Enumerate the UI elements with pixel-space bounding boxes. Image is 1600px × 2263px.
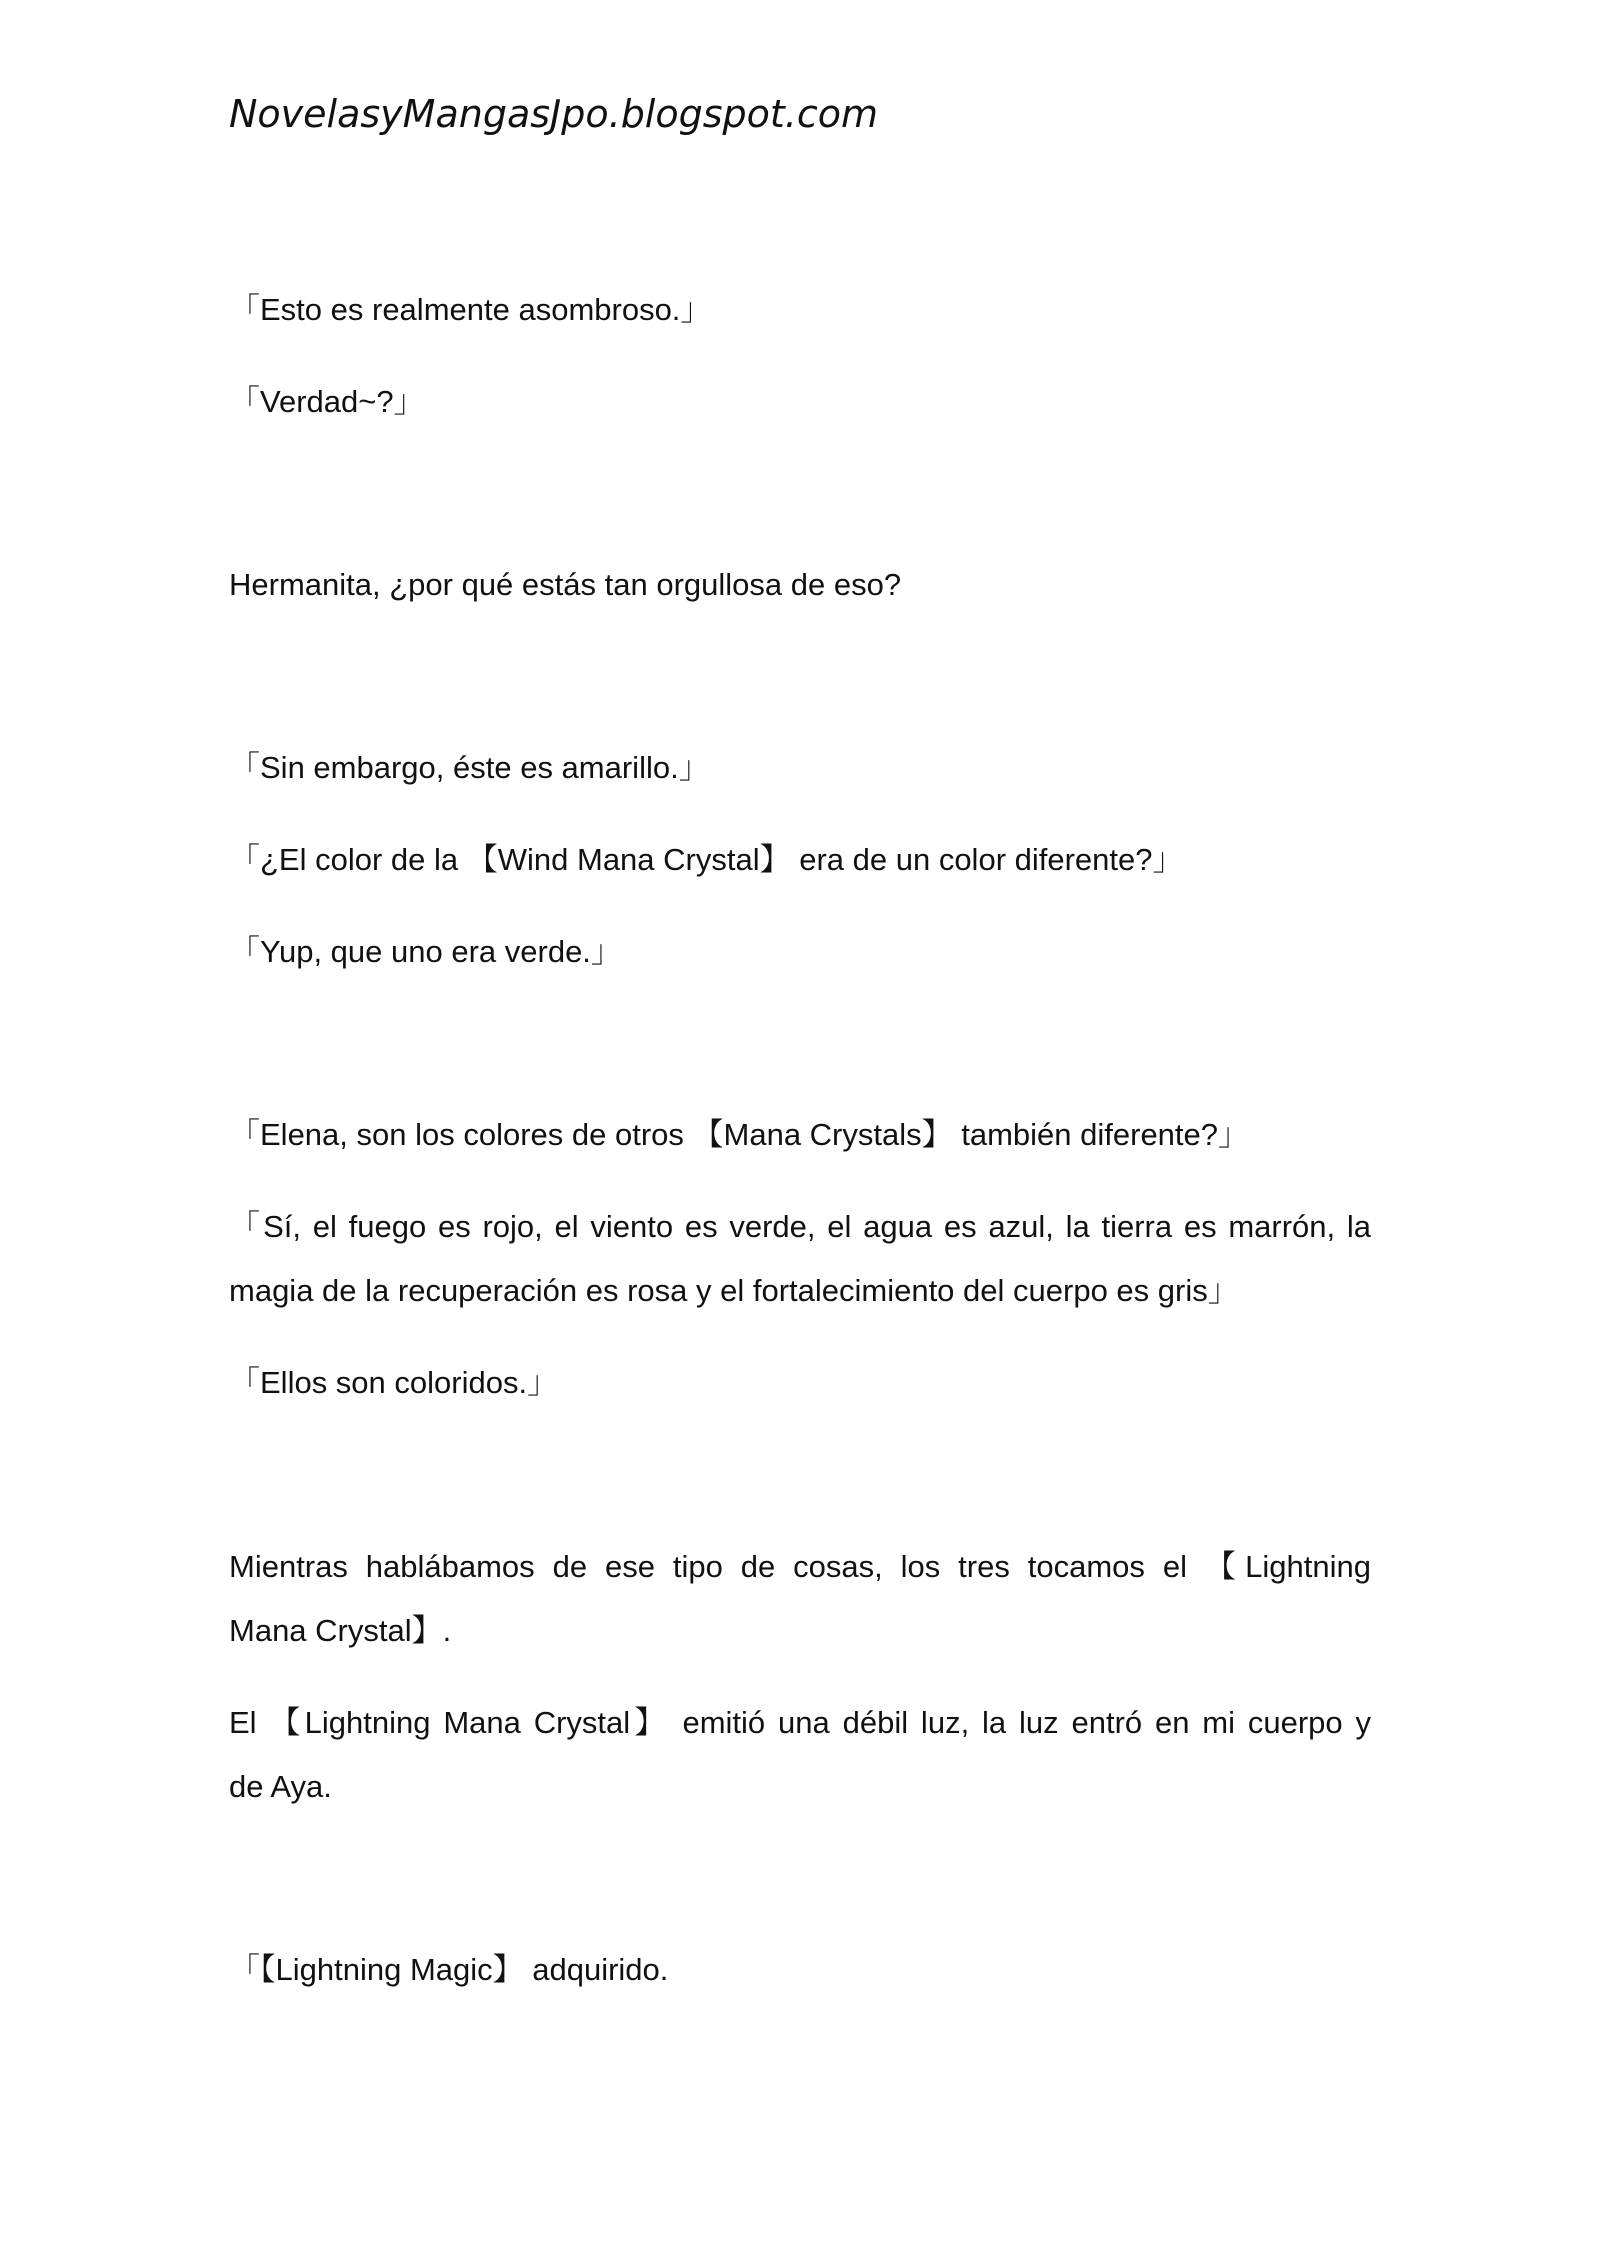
narration-line-continued: Mana Crystal】.: [229, 1613, 452, 1648]
dialogue-line-continued: magia de la recuperación es rosa y el fortalecimiento del cuerpo es gris」: [229, 1273, 1239, 1308]
dialogue-line: 「Verdad~?」: [229, 384, 425, 419]
dialogue-line: 「【Lightning Magic】 adquirido.: [229, 1952, 669, 1987]
dialogue-line: 「Sí, el fuego es rojo, el viento es verde, el agua es azul, la tierra es marrón, la: [229, 1209, 1371, 1244]
dialogue-line: 「Yup, que uno era verde.」: [229, 934, 622, 969]
dialogue-line: 「Elena, son los colores de otros 【Mana Crystals】 también diferente?」: [229, 1117, 1250, 1152]
dialogue-line: 「¿El color de la 【Wind Mana Crystal】 era de un color diferente?」: [229, 842, 1184, 877]
dialogue-line: 「Esto es realmente asombroso.」: [229, 292, 712, 327]
dialogue-line: 「Sin embargo, éste es amarillo.」: [229, 750, 710, 785]
narration-line: Hermanita, ¿por qué estás tan orgullosa de eso?: [229, 567, 902, 602]
narration-line: Mientras hablábamos de ese tipo de cosas, los tres tocamos el 【Lightning: [229, 1549, 1371, 1584]
narration-line-continued: de Aya.: [229, 1769, 332, 1804]
site-header: NovelasyMangasJpo.blogspot.com: [229, 92, 879, 136]
dialogue-line: 「Ellos son coloridos.」: [229, 1365, 559, 1400]
narration-line: El 【Lightning Mana Crystal】 emitió una débil luz, la luz entró en mi cuerpo y: [229, 1705, 1371, 1740]
